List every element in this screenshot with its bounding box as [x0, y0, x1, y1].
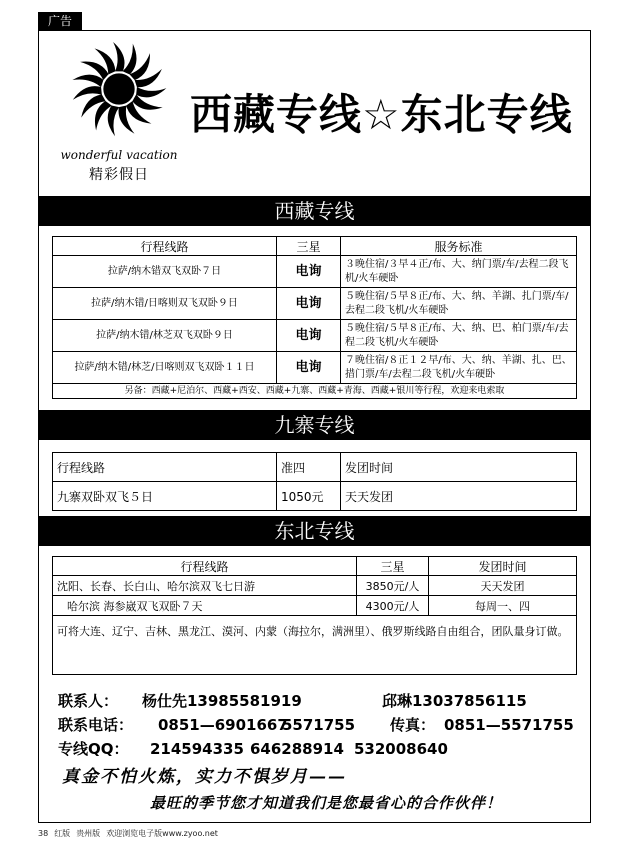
route-cell: 沈阳、长春、长白山、哈尔滨双飞七日游 [53, 576, 357, 596]
slogan-2: 最旺的季节您才知道我们是您最省心的合作伙伴！ [150, 794, 503, 812]
table-row [53, 482, 577, 511]
price-cell: 电询 [277, 288, 341, 320]
qq-3: 532008640 [354, 740, 448, 758]
col-schedule: 发团时间 [341, 453, 577, 482]
price-cell: 电询 [277, 320, 341, 352]
route-cell: 拉萨/纳木错/日喀则双飞双卧９日 [53, 288, 277, 320]
table-header [53, 237, 577, 256]
price-cell: 3850元/人 [357, 576, 429, 596]
price-cell: 4300元/人 [357, 596, 429, 616]
sun-logo-icon [70, 40, 168, 138]
dongbei-table [52, 556, 577, 675]
schedule-cell: 天天发团 [341, 482, 577, 511]
price-cell: 1050元 [277, 482, 341, 511]
fax-number: 0851—5571755 [444, 716, 574, 734]
tibet-table [52, 236, 577, 399]
slogan-1: 真金不怕火炼，实力不惧岁月—— [62, 767, 347, 787]
price-cell: 电询 [277, 352, 341, 384]
service-cell: ３晚住宿/３早４正/布、大、纳门票/车/去程二段飞机/火车硬卧 [341, 256, 577, 288]
phone-label: 联系电话： [58, 716, 134, 734]
edition: 红版 [54, 829, 71, 838]
logo-english: wonderful vacation [60, 148, 178, 162]
site: 欢迎浏览电子版www.zyoo.net [106, 829, 218, 838]
col-route: 行程线路 [53, 453, 277, 482]
route-cell: 拉萨/纳木错双飞双卧７日 [53, 256, 277, 288]
table-note-row [53, 384, 577, 399]
qq-2: 646288914 [250, 740, 344, 758]
price-cell: 电询 [277, 256, 341, 288]
table-row [53, 320, 577, 352]
col-price: 准四 [277, 453, 341, 482]
service-cell: ５晚住宿/５早８正/布、大、纳、羊湖、扎门票/车/去程二段飞机/火车硬卧 [341, 288, 577, 320]
phone-2: 5571755 [282, 716, 356, 734]
phone-1: 0851—6901667 [158, 716, 288, 734]
dongbei-extra: 可将大连、辽宁、吉林、黑龙江、漠河、内蒙（海拉尔，满洲里）、俄罗斯线路自由组合，团队量身订做。 [53, 616, 577, 675]
jiuzhai-band: 九寨专线 [39, 410, 590, 440]
table-row [53, 596, 577, 616]
col-route: 行程线路 [53, 557, 357, 576]
table-row [53, 352, 577, 384]
table-header [53, 557, 577, 576]
table-header [53, 453, 577, 482]
contact-phones [58, 714, 574, 735]
schedule-cell: 每周一、四 [429, 596, 577, 616]
tibet-note: 另备：西藏+尼泊尔、西藏+西安、西藏+九寨、西藏+青海、西藏+银川等行程，欢迎来电索取 [53, 384, 577, 399]
route-cell: 拉萨/纳木错/林芝双飞双卧９日 [53, 320, 277, 352]
col-route: 行程线路 [53, 237, 277, 256]
table-row [53, 256, 577, 288]
col-price: 三星 [357, 557, 429, 576]
fax-label: 传真： [390, 716, 436, 734]
person-label: 联系人： [58, 692, 119, 710]
footer [38, 828, 224, 839]
route-cell: 九寨双卧双飞５日 [53, 482, 277, 511]
col-price: 三星 [277, 237, 341, 256]
table-row [53, 288, 577, 320]
route-cell: 拉萨/纳木错/林芝/日喀则双飞双卧１１日 [53, 352, 277, 384]
logo [60, 40, 178, 190]
tibet-band: 西藏专线 [39, 196, 590, 226]
dongbei-band: 东北专线 [39, 516, 590, 546]
headline: 西藏专线☆东北专线 [190, 90, 573, 139]
col-service: 服务标准 [341, 237, 577, 256]
service-cell: ７晚住宿/８正１２早/布、大、纳、羊湖、扎、巴、措门票/车/去程二段飞机/火车硬卧 [341, 352, 577, 384]
qq-label: 专线QQ： [58, 740, 129, 758]
schedule-cell: 天天发团 [429, 576, 577, 596]
person-1: 杨仕先13985581919 [142, 692, 302, 710]
region: 贵州版 [76, 829, 101, 838]
page-number: 38 [38, 829, 49, 838]
qq-1: 214594335 [150, 740, 244, 758]
table-extra-row [53, 616, 577, 675]
route-cell: 哈尔滨 海参崴双飞双卧７天 [53, 596, 357, 616]
ad-label: 广告 [38, 12, 82, 30]
service-cell: ５晚住宿/５早８正/布、大、纳、巴、柏门票/车/去程二段飞机/火车硬卧 [341, 320, 577, 352]
logo-chinese: 精彩假日 [89, 167, 149, 183]
table-row [53, 576, 577, 596]
contact-qq [58, 738, 448, 759]
person-2: 邱琳13037856115 [382, 692, 527, 710]
jiuzhai-table [52, 452, 577, 511]
col-schedule: 发团时间 [429, 557, 577, 576]
contact-persons [58, 690, 527, 711]
